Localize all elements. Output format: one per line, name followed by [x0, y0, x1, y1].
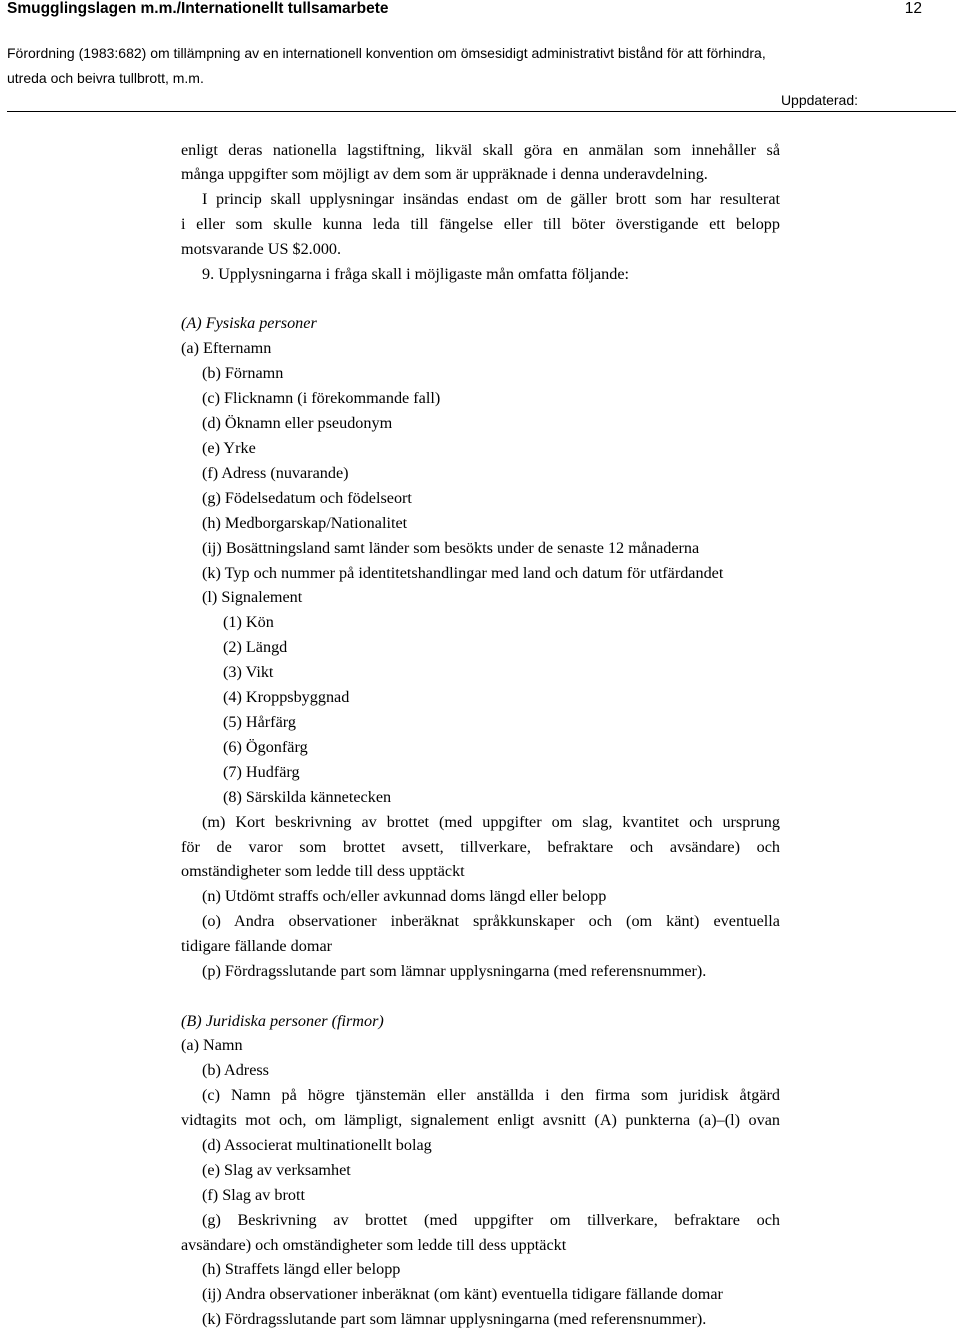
intro-line: många uppgifter som möjligt av dem som är uppräknade i denna underavdelning.: [181, 165, 708, 183]
list-item: (g) Födelsedatum och födelseort: [202, 489, 412, 507]
list-item: (g) Beskrivning av brottet (med uppgifter om tillverkare, befraktare och: [202, 1211, 780, 1229]
section-b-heading: (B) Juridiska personer (firmor): [181, 1012, 384, 1030]
sub-list-item: (2) Längd: [223, 638, 288, 656]
page-number: 12: [904, 0, 922, 17]
sub-list-item: (8) Särskilda kännetecken: [223, 788, 392, 806]
list-item-continuation: vidtagits mot och, om lämpligt, signalement enligt avsnitt (A) punkterna (a)–(l) ovan: [181, 1111, 780, 1129]
paragraph-9: 9. Upplysningarna i fråga skall i möjligaste mån omfatta följande:: [202, 265, 630, 283]
list-item: (p) Fördragsslutande part som lämnar upplysningarna (med referensnummer).: [202, 962, 707, 980]
list-item: (e) Yrke: [202, 439, 256, 457]
list-item: (b) Adress: [202, 1061, 269, 1079]
list-item: (l) Signalement: [202, 588, 303, 606]
updated-label: Uppdaterad:: [780, 92, 858, 108]
list-item: (d) Associerat multinationellt bolag: [202, 1136, 432, 1154]
list-item: (o) Andra observationer inberäknat språkkunskaper och (om känt) eventuella: [202, 912, 780, 930]
list-item: (c) Flicknamn (i förekommande fall): [202, 389, 441, 407]
sub-list-item: (3) Vikt: [223, 663, 274, 681]
list-item: (c) Namn på högre tjänstemän eller anställda i den firma som juridisk åtgärd: [202, 1086, 780, 1104]
list-item: (m) Kort beskrivning av brottet (med uppgifter om slag, kvantitet och ursprung: [202, 813, 780, 831]
list-item: (n) Utdömt straffs och/eller avkunnad doms längd eller belopp: [202, 887, 607, 905]
regulation-title-line-2: utreda och beivra tullbrott, m.m.: [7, 70, 204, 86]
header-divider: [7, 111, 956, 112]
intro-line: i eller som skulle kunna leda till fängelse eller till böter överstigande ett belopp: [181, 215, 780, 233]
document-title: Smugglingslagen m.m./Internationellt tullsamarbete: [7, 0, 389, 17]
sub-list-item: (6) Ögonfärg: [223, 738, 308, 756]
intro-line: I princip skall upplysningar insändas endast om de gäller brott som har resulterat: [202, 190, 780, 208]
list-item: (k) Typ och nummer på identitetshandlingar med land och datum för utfärdandet: [202, 564, 724, 582]
list-item-continuation: för de varor som brottet avsett, tillverkare, befraktare och avsändare) och: [181, 838, 780, 856]
section-a-heading: (A) Fysiska personer: [181, 314, 317, 332]
list-item-continuation: tidigare fällande domar: [181, 937, 333, 955]
list-item-continuation: omständigheter som ledde till dess upptäckt: [181, 862, 465, 880]
sub-list-item: (1) Kön: [223, 613, 274, 631]
intro-line: enligt deras nationella lagstiftning, likväl skall göra en anmälan som innehåller så: [181, 141, 780, 159]
sub-list-item: (5) Hårfärg: [223, 713, 296, 731]
list-item: (ij) Bosättningsland samt länder som besökts under de senaste 12 månaderna: [202, 539, 700, 557]
list-item: (e) Slag av verksamhet: [202, 1161, 351, 1179]
list-item: (b) Förnamn: [202, 364, 284, 382]
list-item: (k) Fördragsslutande part som lämnar upplysningarna (med referensnummer).: [202, 1310, 707, 1328]
list-item: (f) Slag av brott: [202, 1186, 305, 1204]
list-item: (h) Medborgarskap/Nationalitet: [202, 514, 408, 532]
list-item: (a) Namn: [181, 1036, 243, 1054]
intro-line: motsvarande US $2.000.: [181, 240, 342, 258]
list-item: (f) Adress (nuvarande): [202, 464, 349, 482]
list-item: (a) Efternamn: [181, 339, 272, 357]
list-item-continuation: avsändare) och omständigheter som ledde till dess upptäckt: [181, 1236, 567, 1254]
sub-list-item: (4) Kroppsbyggnad: [223, 688, 350, 706]
regulation-title-line-1: Förordning (1983:682) om tillämpning av en internationell konvention om ömsesidigt administrativt bistånd för att förhindra,: [7, 45, 766, 61]
list-item: (ij) Andra observationer inberäknat (om känt) eventuella tidigare fällande domar: [202, 1285, 723, 1303]
sub-list-item: (7) Hudfärg: [223, 763, 300, 781]
list-item: (d) Öknamn eller pseudonym: [202, 414, 393, 432]
list-item: (h) Straffets längd eller belopp: [202, 1260, 401, 1278]
